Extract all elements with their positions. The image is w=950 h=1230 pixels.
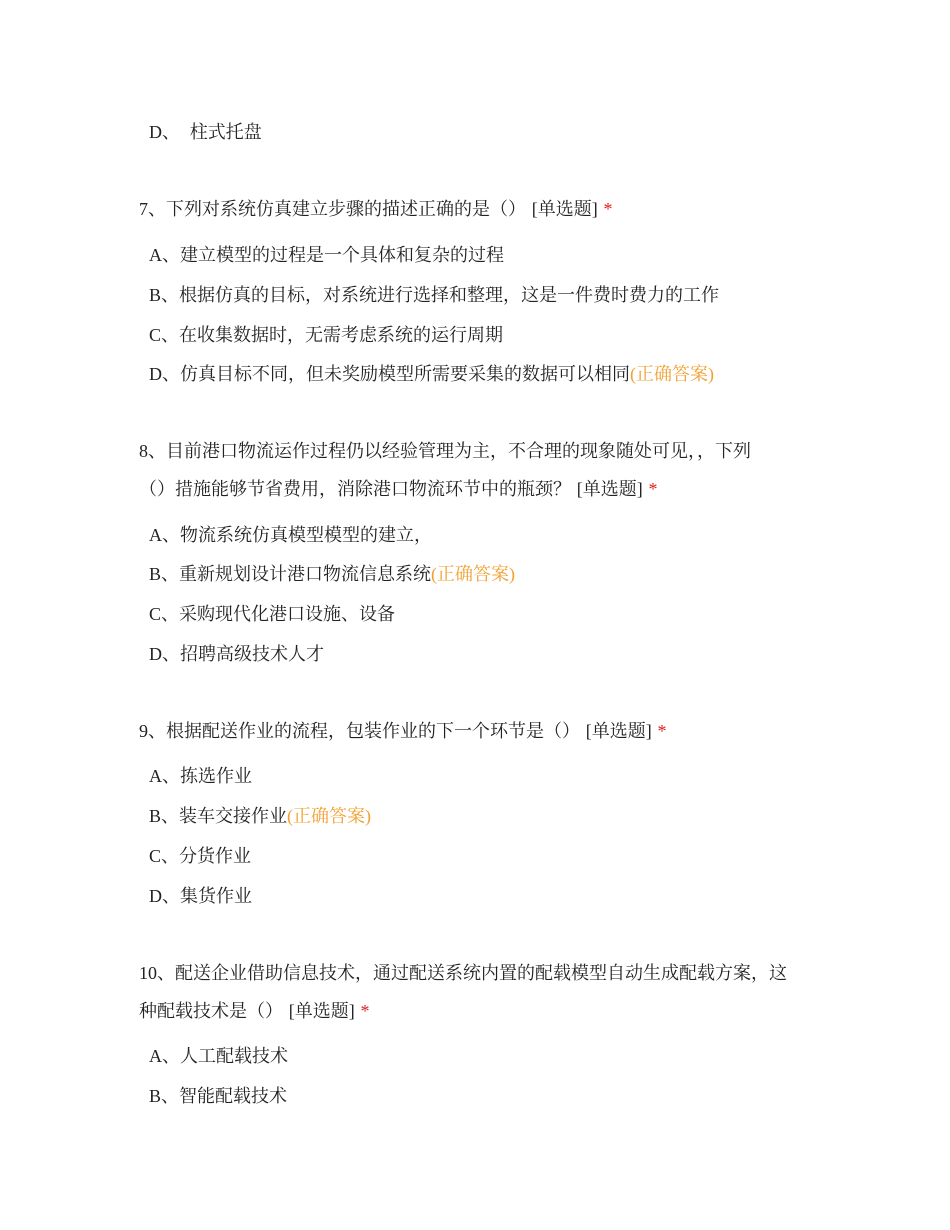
question-number: 8 [139, 441, 148, 461]
question-7-option-a [149, 245, 504, 267]
question-9-option-d [149, 886, 252, 908]
required-marker: * [603, 199, 613, 219]
prev-option-d [149, 122, 262, 144]
question-7-option-b [149, 285, 719, 307]
question-type-tag: [单选题] [576, 479, 643, 499]
option-letter: A [149, 245, 162, 265]
question-10-title-line-2 [139, 1001, 369, 1023]
correct-answer-marker: (正确答案) [630, 364, 714, 385]
required-marker: * [648, 479, 658, 499]
option-text: 、人工配载技术 [162, 1046, 288, 1067]
question-10-title-line-1 [139, 963, 787, 985]
question-text: （）措施能够节省费用，消除港口物流环节中的瓶颈？ [139, 479, 571, 500]
option-letter: A [149, 1046, 162, 1066]
question-8-option-c [149, 604, 395, 626]
required-marker: * [657, 721, 667, 741]
question-text: 种配载技术是（） [139, 1001, 283, 1022]
question-7-option-c [149, 325, 503, 347]
question-7-title [139, 199, 612, 221]
option-separator: 、 [162, 122, 180, 143]
option-text: 、重新规划设计港口物流信息系统 [161, 564, 432, 585]
option-text: 、智能配载技术 [161, 1086, 288, 1107]
question-9-option-b [149, 806, 371, 828]
question-number: 7 [139, 199, 148, 219]
question-8-title-line-1 [139, 441, 751, 463]
option-letter: B [149, 1086, 162, 1106]
option-text: 、采购现代化港口设施、设备 [161, 604, 396, 625]
option-text: 、集货作业 [162, 886, 252, 907]
option-letter: C [149, 846, 162, 866]
option-text: 、根据仿真的目标，对系统进行选择和整理，这是一件费时费力的工作 [161, 285, 720, 306]
question-8-option-a [149, 525, 432, 547]
option-text: 、装车交接作业 [161, 806, 288, 827]
correct-answer-marker: (正确答案) [287, 806, 372, 827]
question-7-option-d [149, 364, 714, 386]
question-9-option-a [149, 766, 252, 788]
option-letter: B [149, 564, 162, 584]
option-text: 、在收集数据时，无需考虑系统的运行周期 [161, 325, 504, 346]
option-letter: D [149, 886, 162, 906]
question-8-option-b [149, 564, 515, 586]
option-letter: D [149, 122, 162, 142]
question-number: 9 [139, 721, 148, 741]
question-10-option-a [149, 1046, 288, 1068]
option-text: 、物流系统仿真模型模型的建立， [162, 525, 432, 546]
question-type-tag: [单选题] [288, 1001, 355, 1021]
required-marker: * [360, 1001, 370, 1021]
option-letter: C [149, 604, 162, 624]
question-text: 、根据配送作业的流程，包装作业的下一个环节是（） [148, 721, 580, 742]
question-8-option-d [149, 644, 324, 666]
question-8-title-line-2 [139, 479, 657, 501]
option-text: 、拣选作业 [162, 766, 252, 787]
question-type-tag: [单选题] [531, 199, 598, 219]
option-text: 、建立模型的过程是一个具体和复杂的过程 [162, 245, 504, 266]
option-text: 、仿真目标不同，但未奖励模型所需要采集的数据可以相同 [162, 364, 630, 385]
option-text: 柱式托盘 [189, 122, 262, 143]
option-letter: D [149, 644, 162, 664]
question-type-tag: [单选题] [585, 721, 652, 741]
option-letter: B [149, 285, 162, 305]
option-letter: B [149, 806, 162, 826]
option-text: 、分货作业 [161, 846, 252, 867]
question-text: 、目前港口物流运作过程仍以经验管理为主，不合理的现象随处可见，，下列 [148, 441, 751, 462]
option-letter: C [149, 325, 162, 345]
question-number: 10 [139, 963, 157, 983]
correct-answer-marker: (正确答案) [431, 564, 516, 585]
option-letter: D [149, 364, 162, 384]
question-9-option-c [149, 846, 251, 868]
question-text: 、配送企业借助信息技术，通过配送系统内置的配载模型自动生成配载方案，这 [157, 963, 787, 984]
question-9-title [139, 721, 666, 743]
option-letter: A [149, 766, 162, 786]
option-letter: A [149, 525, 162, 545]
question-10-option-b [149, 1086, 287, 1108]
question-text: 、下列对系统仿真建立步骤的描述正确的是（） [148, 199, 526, 220]
option-text: 、招聘高级技术人才 [162, 644, 324, 665]
